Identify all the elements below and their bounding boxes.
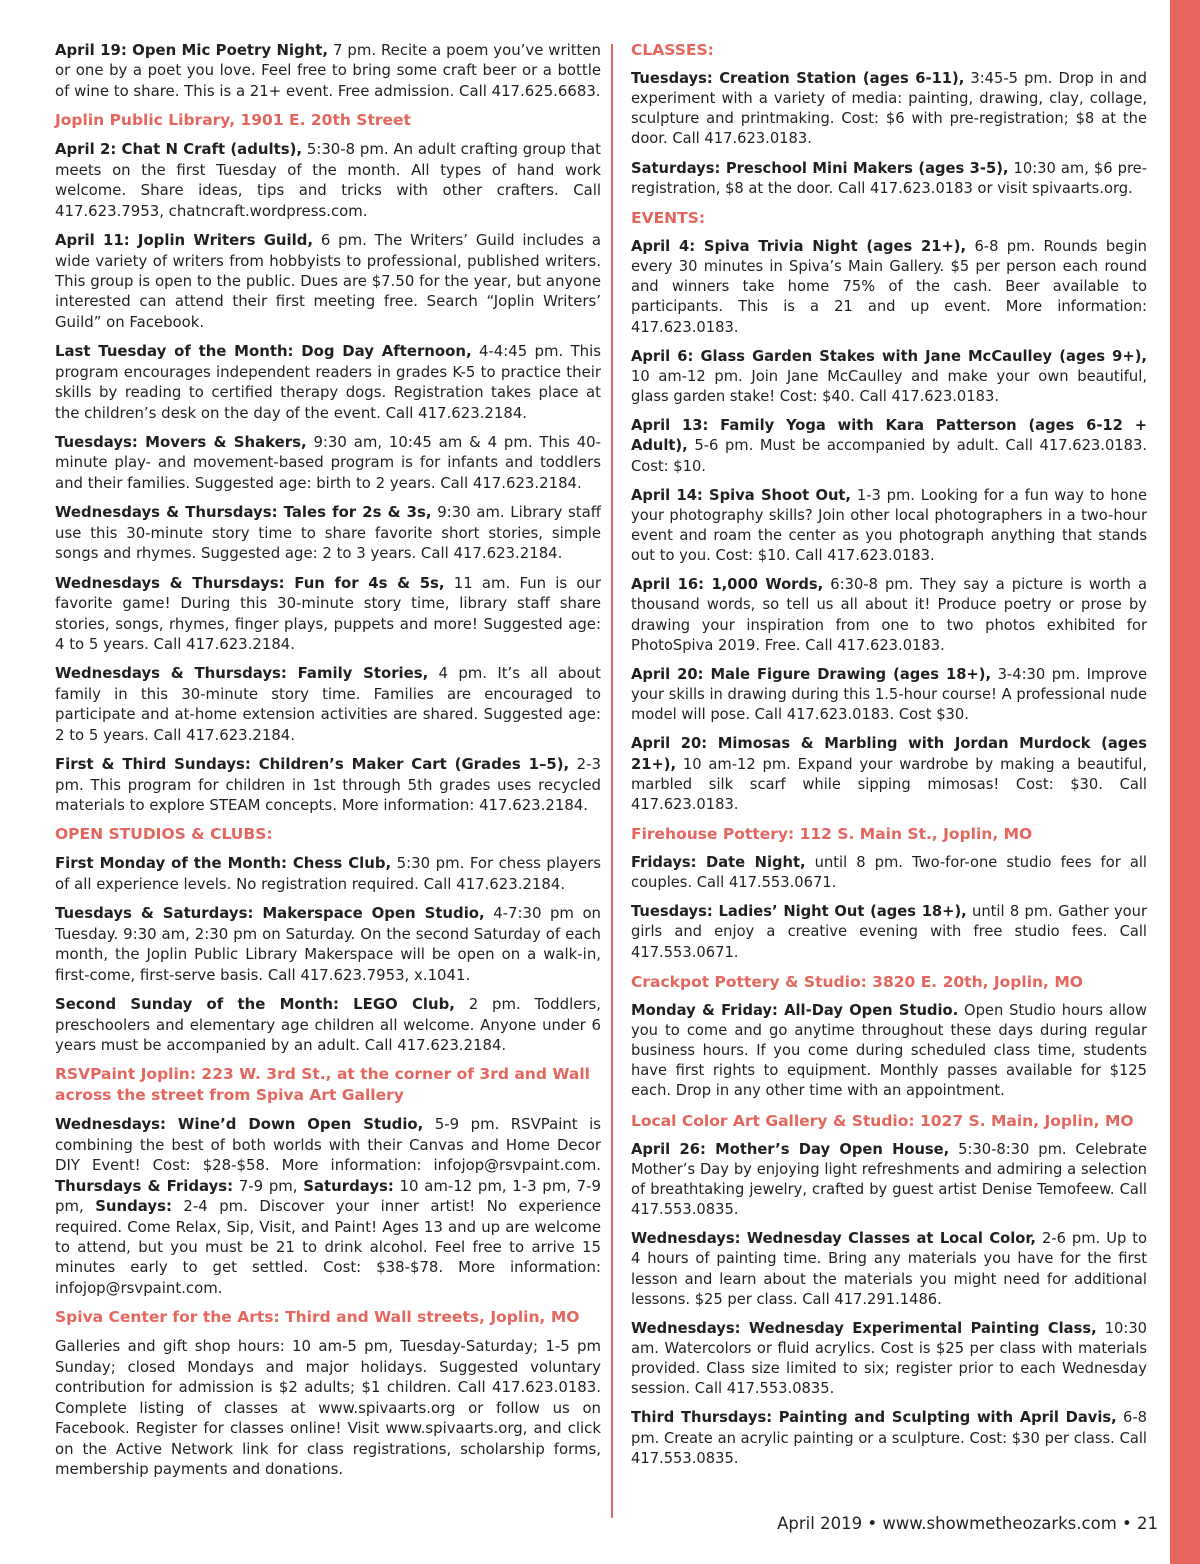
event-description: 3-4:30 pm. Improve your skills in drawing during this 1.5-hour course! A professional nude model will pose. Call 417.623.0183. Cost $30. [631,665,1147,724]
event-entry [631,1140,1147,1221]
event-title: Wednesdays & Thursdays: Family Stories, [55,664,429,683]
event-description: 11 am. Fun is our favorite game! During this 30-minute story time, library staff share stories, songs, rhymes, finger plays, puppets and more! Suggested age: 4 to 5 years. Call 417.623.2184. [55,573,601,653]
event-title: April 11: Joplin Writers Guild, [55,231,314,250]
event-title: Last Tuesday of the Month: Dog Day Afternoon, [55,342,472,361]
event-title: April 2: Chat N Craft (adults), [55,140,303,159]
event-entry [55,40,601,101]
event-entry [631,237,1147,338]
section-heading: RSVPaint Joplin: 223 W. 3rd St., at the corner of 3rd and Wall across the street from Spiva Art Gallery [55,1065,590,1105]
event-entry [631,347,1147,407]
event-entry [55,853,601,894]
event-title: April 14: Spiva Shoot Out, [631,486,852,504]
event-entry [631,486,1147,567]
event-entry [55,502,601,563]
event-description: 1-3 pm. Looking for a fun way to hone your photography skills? Join other local photographers in a two-hour event and roam the center as you photograph anything that stands out to you. Cost: $10. Call 417.623.0183. [631,486,1147,565]
page-footer [777,1514,1158,1534]
event-title: Tuesdays: Creation Station (ages 6-11), [631,70,965,87]
column-divider [611,44,613,1518]
event-description: 5:30 pm. For chess players of all experience levels. No registration required. Call 417.623.2184. [55,854,601,893]
event-description: 5-6 pm. Must be accompanied by adult. Call 417.623.0183. Cost: $10. [631,437,1147,475]
event-title: April 4: Spiva Trivia Night (ages 21+), [631,237,967,255]
event-title: Wednesdays & Thursdays: Tales for 2s & 3s, [55,503,432,522]
right-column [631,40,1147,1478]
event-description: 7 pm. Recite a poem you’ve written or one by a poet you love. Feel free to bring some craft beer or a bottle of wine to share. This is a 21+ event. Free admission. Call 417.625.6683. [55,41,601,100]
section-heading: CLASSES: [631,41,714,59]
section-heading: Firehouse Pottery: 112 S. Main St., Joplin, MO [631,825,1033,843]
event-entry [631,734,1147,815]
event-description: 6 pm. The Writers’ Guild includes a wide variety of writers from hobbyists to professional, published writers. This group is open to the public. Dues are $7.50 for the year, but anyone interested can attend their first meeting free. Search “Joplin Writers’ Guild” on Facebook. [55,231,601,331]
event-entry [55,903,601,985]
event-description: 5:30-8:30 pm. Celebrate Mother’s Day by enjoying light refreshments and admiring a selection of breathtaking jewelry, crafted by guest artist Denise Temofeew. Call 417.553.0835. [631,1140,1147,1219]
event-entry [631,1001,1147,1102]
event-title: April 13: Family Yoga with Kara Patterson (ages 6-12 + Adult), [631,417,1147,455]
event-title: Second Sunday of the Month: LEGO Club, [55,995,455,1014]
event-entry [55,432,601,493]
event-entry [55,573,601,655]
event-description: 10 am-12 pm. Expand your wardrobe by making a beautiful, marbled silk scarf while sipping mimosas! Cost: $30. Call 417.623.0183. [631,755,1147,813]
event-title: Tuesdays: Movers & Shakers, [55,433,307,451]
event-description: 4 pm. It’s all about family in this 30-minute story time. Families are encouraged to participate and at-home extension activities are shared. Suggested age: 2 to 5 years. Call 417.623.2184. [55,664,601,744]
event-entry [55,663,601,745]
event-entry [631,1229,1147,1310]
event-title: Third Thursdays: Painting and Sculpting with April Davis, [631,1409,1117,1427]
event-entry [631,159,1147,199]
footer-separator: • [862,1514,883,1533]
event-description: 5:30-8 pm. An adult crafting group that meets on the first Tuesday of the month. All types of hand work welcome. Share ideas, tips and tricks with other crafters. Call 417.623.7953, chatncraft.wordpress.com. [55,140,601,220]
event-description: 3:45-5 pm. Drop in and experiment with a variety of media: painting, drawing, clay, collage, sculpture and printmaking. Cost: $6 with pre-registration; $8 at the door. Call 417.623.0183. [631,70,1147,148]
left-column [55,40,601,1488]
event-description: 2-6 pm. Up to 4 hours of painting time. Bring any materials you have for the first lesson and learn about the materials you might need for additional lessons. $25 per class. Call 417.291.1486. [631,1230,1147,1308]
event-title: April 26: Mother’s Day Open House, [631,1140,950,1158]
event-title: Wednesdays & Thursdays: Fun for 4s & 5s, [55,573,445,592]
event-title: Wednesdays: Wednesday Classes at Local Color, [631,1230,1036,1248]
event-title: April 19: Open Mic Poetry Night, [55,41,329,59]
event-title: Thursdays & Fridays: [55,1176,234,1195]
event-title: April 20: Male Figure Drawing (ages 18+), [631,665,992,683]
event-entry [55,1336,601,1479]
accent-side-bar [1170,0,1200,1564]
event-entry [631,665,1147,725]
event-description: 10 am-12 pm. Join Jane McCaulley and make your own beautiful, glass garden stake! Cost: $40. Call 417.623.0183. [631,367,1147,406]
event-description: Open Studio hours allow you to come and go anytime throughout these days during regular business hours. If you come during scheduled class time, students have first rights to equipment. Monthly passes available for $125 each. Drop in any other time with an appointment. [631,1001,1148,1100]
event-title: April 6: Glass Garden Stakes with Jane McCaulley (ages 9+), [631,347,1147,365]
event-title: First Monday of the Month: Chess Club, [55,854,392,873]
event-entry [631,575,1147,656]
event-title: Saturdays: Preschool Mini Makers (ages 3-5), [631,159,1009,177]
event-description: until 8 pm. Two-for-one studio fees for all couples. Call 417.553.0671. [631,854,1147,892]
section-heading: Spiva Center for the Arts: Third and Wall streets, Joplin, MO [55,1308,580,1327]
event-description: 2-4 pm. Discover your inner artist! No experience required. Come Relax, Sip, Visit, and Paint! Ages 13 and up are welcome to attend, but you must be 21 to drink alcohol. Feel free to arrive 15 minutes early to get settled. Cost: $38-$78. More information: infojop@rsvpaint.com. [55,1197,601,1297]
event-description: 9:30 am. Library staff use this 30-minute story time to share favorite short stories, simple songs and rhymes. Suggested age: 2 to 3 years. Call 417.623.2184. [55,503,601,563]
event-title: Tuesdays: Ladies’ Night Out (ages 18+), [631,903,967,921]
section-heading: EVENTS: [631,208,706,227]
footer-separator: • [1116,1514,1137,1533]
event-title: Saturdays: [303,1176,394,1195]
event-entry [631,416,1147,476]
event-description: 5-9 pm. RSVPaint is combining the best of both worlds with their Canvas and Home Decor DIY Event! Cost: $28-$58. More information: infojop@rsvpaint.com. [55,1115,601,1175]
event-description: 2 pm. Toddlers, preschoolers and elementary age children all welcome. Anyone under 6 years must be accompanied by an adult. Call 417.623.2184. [55,995,602,1054]
event-title: Sundays: [95,1197,172,1216]
section-heading: Crackpot Pottery & Studio: 3820 E. 20th, Joplin, MO [631,972,1083,991]
event-title: Monday & Friday: All-Day Open Studio. [631,1001,959,1019]
event-title: Fridays: Date Night, [631,854,806,871]
event-entry [55,994,601,1055]
event-entry [55,341,601,423]
event-description: 4-4:45 pm. This program encourages independent readers in grades K-5 to practice their skills by reading to certified therapy dogs. Registration takes place at the children’s desk on the day of the event. Call 417.623.2184. [55,342,602,422]
section-heading: Joplin Public Library, 1901 E. 20th Street [55,111,411,130]
event-description: 6-8 pm. Create an acrylic painting or a sculpture. Cost: $30 per class. Call 417.553.0835. [631,1409,1147,1467]
event-entry [631,1408,1147,1468]
event-title: Wednesdays: Wednesday Experimental Painting Class, [631,1319,1097,1337]
event-description: 6-8 pm. Rounds begin every 30 minutes in Spiva’s Main Gallery. $5 per person each round and winners take home 75% of the cash. Beer available to participants. This is a 21 and up event. More information: 417.623.0183. [631,237,1147,336]
event-description: 9:30 am, 10:45 am & 4 pm. This 40-minute play- and movement-based program is for infants and toddlers and their families. Suggested age: birth to 2 years. Call 417.623.2184. [55,433,601,492]
event-entry [631,902,1147,962]
event-description: Galleries and gift shop hours: 10 am-5 pm, Tuesday-Saturday; 1-5 pm Sunday; closed Mondays and major holidays. Suggested voluntary contribution for admission is $2 adults; $1 children. Call 417.623.0183. Complete listing of classes at www.spivaarts.org or follow us on Facebook. Register for classes online! Visit www.spivaarts.org, and click on the Active Network link for class registrations, scholarship forms, membership payments and donations. [55,1337,601,1478]
event-description: 2-3 pm. This program for children in 1st through 5th grades uses recycled materials to explore STEAM concepts. More information: 417.623.2184. [55,755,601,814]
event-entry [55,754,601,815]
event-description: until 8 pm. Gather your girls and enjoy a creative evening with free studio fees. Call 417.553.0671. [631,903,1147,961]
event-description: 6:30-8 pm. They say a picture is worth a thousand words, so tell us all about it! Produce poetry or prose by drawing your inspiration from one to two photos exhibited for PhotoSpiva 2019. Free. Call 417.623.0183. [631,576,1148,654]
event-entry [55,139,601,221]
footer-website: www.showmetheozarks.com [882,1514,1117,1533]
event-title: First & Third Sundays: Children’s Maker Cart (Grades 1–5), [55,755,570,774]
event-entry [631,69,1147,150]
footer-issue: April 2019 [777,1514,863,1533]
event-description: 4-7:30 pm on Tuesday. 9:30 am, 2:30 pm on Saturday. On the second Saturday of each month, the Joplin Public Library Makerspace will be open on a walk-in, first-come, first-serve basis. Call 417.623.7953, x.1041. [55,904,601,984]
event-title: April 20: Mimosas & Marbling with Jordan Murdock (ages 21+), [631,735,1147,773]
event-entry [55,230,601,332]
section-heading: Local Color Art Gallery & Studio: 1027 S. Main, Joplin, MO [631,1111,1134,1130]
event-title: Wednesdays: Wine’d Down Open Studio, [55,1115,424,1134]
event-description: 7-9 pm, [233,1176,298,1195]
event-title: April 16: 1,000 Words, [631,576,824,594]
section-heading: OPEN STUDIOS & CLUBS: [55,825,273,844]
event-entry [631,1319,1147,1400]
event-description: 10 am-12 pm, 1-3 pm, 7-9 pm, [55,1176,601,1216]
footer-page-number: 21 [1137,1514,1158,1533]
event-description: 10:30 am. Watercolors or fluid acrylics. Cost is $25 per class with materials provided. Class size limited to six; register prior to each Wednesday session. Call 417.553.0835. [631,1319,1148,1398]
event-title: Tuesdays & Saturdays: Makerspace Open Studio, [55,904,485,923]
event-description: 10:30 am, $6 pre-registration, $8 at the door. Call 417.623.0183 or visit spivaarts.org. [631,159,1147,197]
event-entry [631,853,1147,893]
event-entry [55,1114,601,1298]
